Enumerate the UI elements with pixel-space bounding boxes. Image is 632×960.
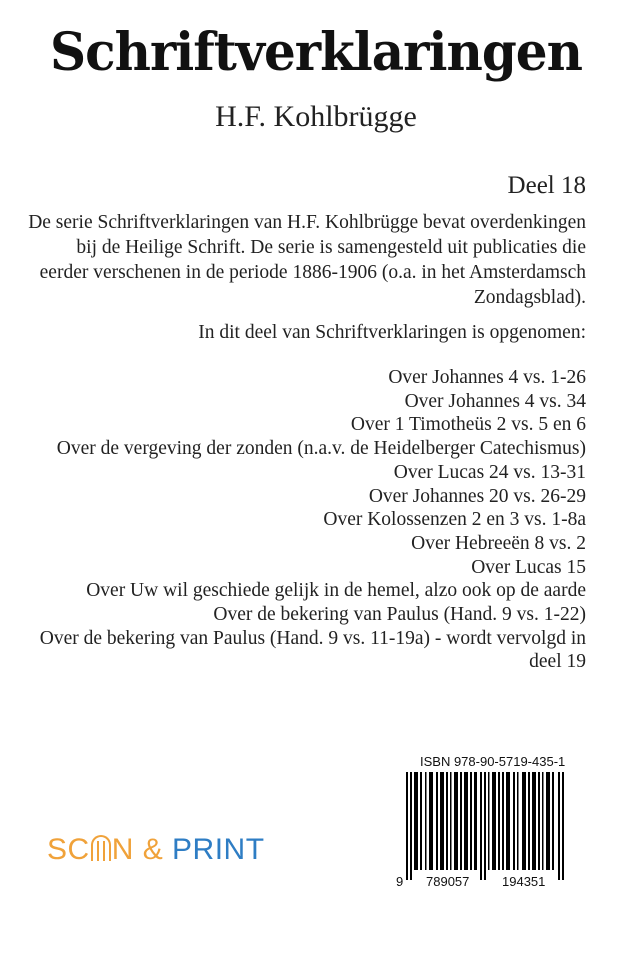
barcode-lead-digit: 9 — [396, 874, 404, 889]
publisher-logo — [47, 833, 265, 867]
contents-item: Over Uw wil geschiede gelijk in de hemel, alzo ook op de aarde — [86, 580, 586, 602]
contents-item: Over de bekering van Paulus (Hand. 9 vs. 1-22) — [213, 604, 586, 626]
contents-item: Over de vergeving der zonden (n.a.v. de Heidelberger Catechismus) — [56, 438, 586, 460]
volume-number: Deel 18 — [507, 172, 586, 199]
logo-print: PRINT — [172, 833, 265, 866]
contents-item: Over Johannes 20 vs. 26-29 — [368, 485, 586, 507]
contents-intro: In dit deel van Schriftverklaringen is opgenomen: — [198, 322, 586, 343]
contents-list — [6, 366, 586, 674]
logo-scan-suffix: N & — [111, 833, 164, 866]
contents-item: Over Lucas 15 — [471, 556, 586, 578]
isbn-barcode — [394, 752, 570, 898]
contents-item: Over Hebreeën 8 vs. 2 — [411, 532, 586, 554]
contents-item: Over de bekering van Paulus (Hand. 9 vs. 11-19a) - wordt vervolgd in deel 19 — [39, 627, 586, 673]
contents-item: Over Kolossenzen 2 en 3 vs. 1-8a — [323, 509, 586, 531]
contents-item: Over Johannes 4 vs. 34 — [404, 390, 586, 412]
barcode-group-1: 789057 — [426, 874, 470, 889]
book-arch-icon — [91, 835, 111, 861]
contents-item: Over Lucas 24 vs. 13-31 — [393, 461, 586, 483]
logo-scan-prefix: SC — [47, 833, 90, 866]
contents-item: Over Johannes 4 vs. 1-26 — [388, 367, 586, 388]
contents-item: Over 1 Timotheüs 2 vs. 5 en 6 — [350, 414, 586, 436]
author-name: H.F. Kohlbrügge — [215, 100, 417, 133]
barcode-bars-icon — [406, 772, 566, 880]
series-description: De serie Schriftverklaringen van H.F. Kohlbrügge bevat overdenkingen bij de Heilige Schrift. De serie is samengesteld uit publicaties die eerder verschenen in de periode 1886-1906 (o.a. in het Amsterdamsch Zondagsblad). — [28, 212, 586, 308]
barcode-group-2: 194351 — [502, 874, 546, 889]
book-title: Schriftverklaringen — [50, 20, 582, 83]
isbn-label: ISBN 978-90-5719-435-1 — [420, 754, 566, 769]
